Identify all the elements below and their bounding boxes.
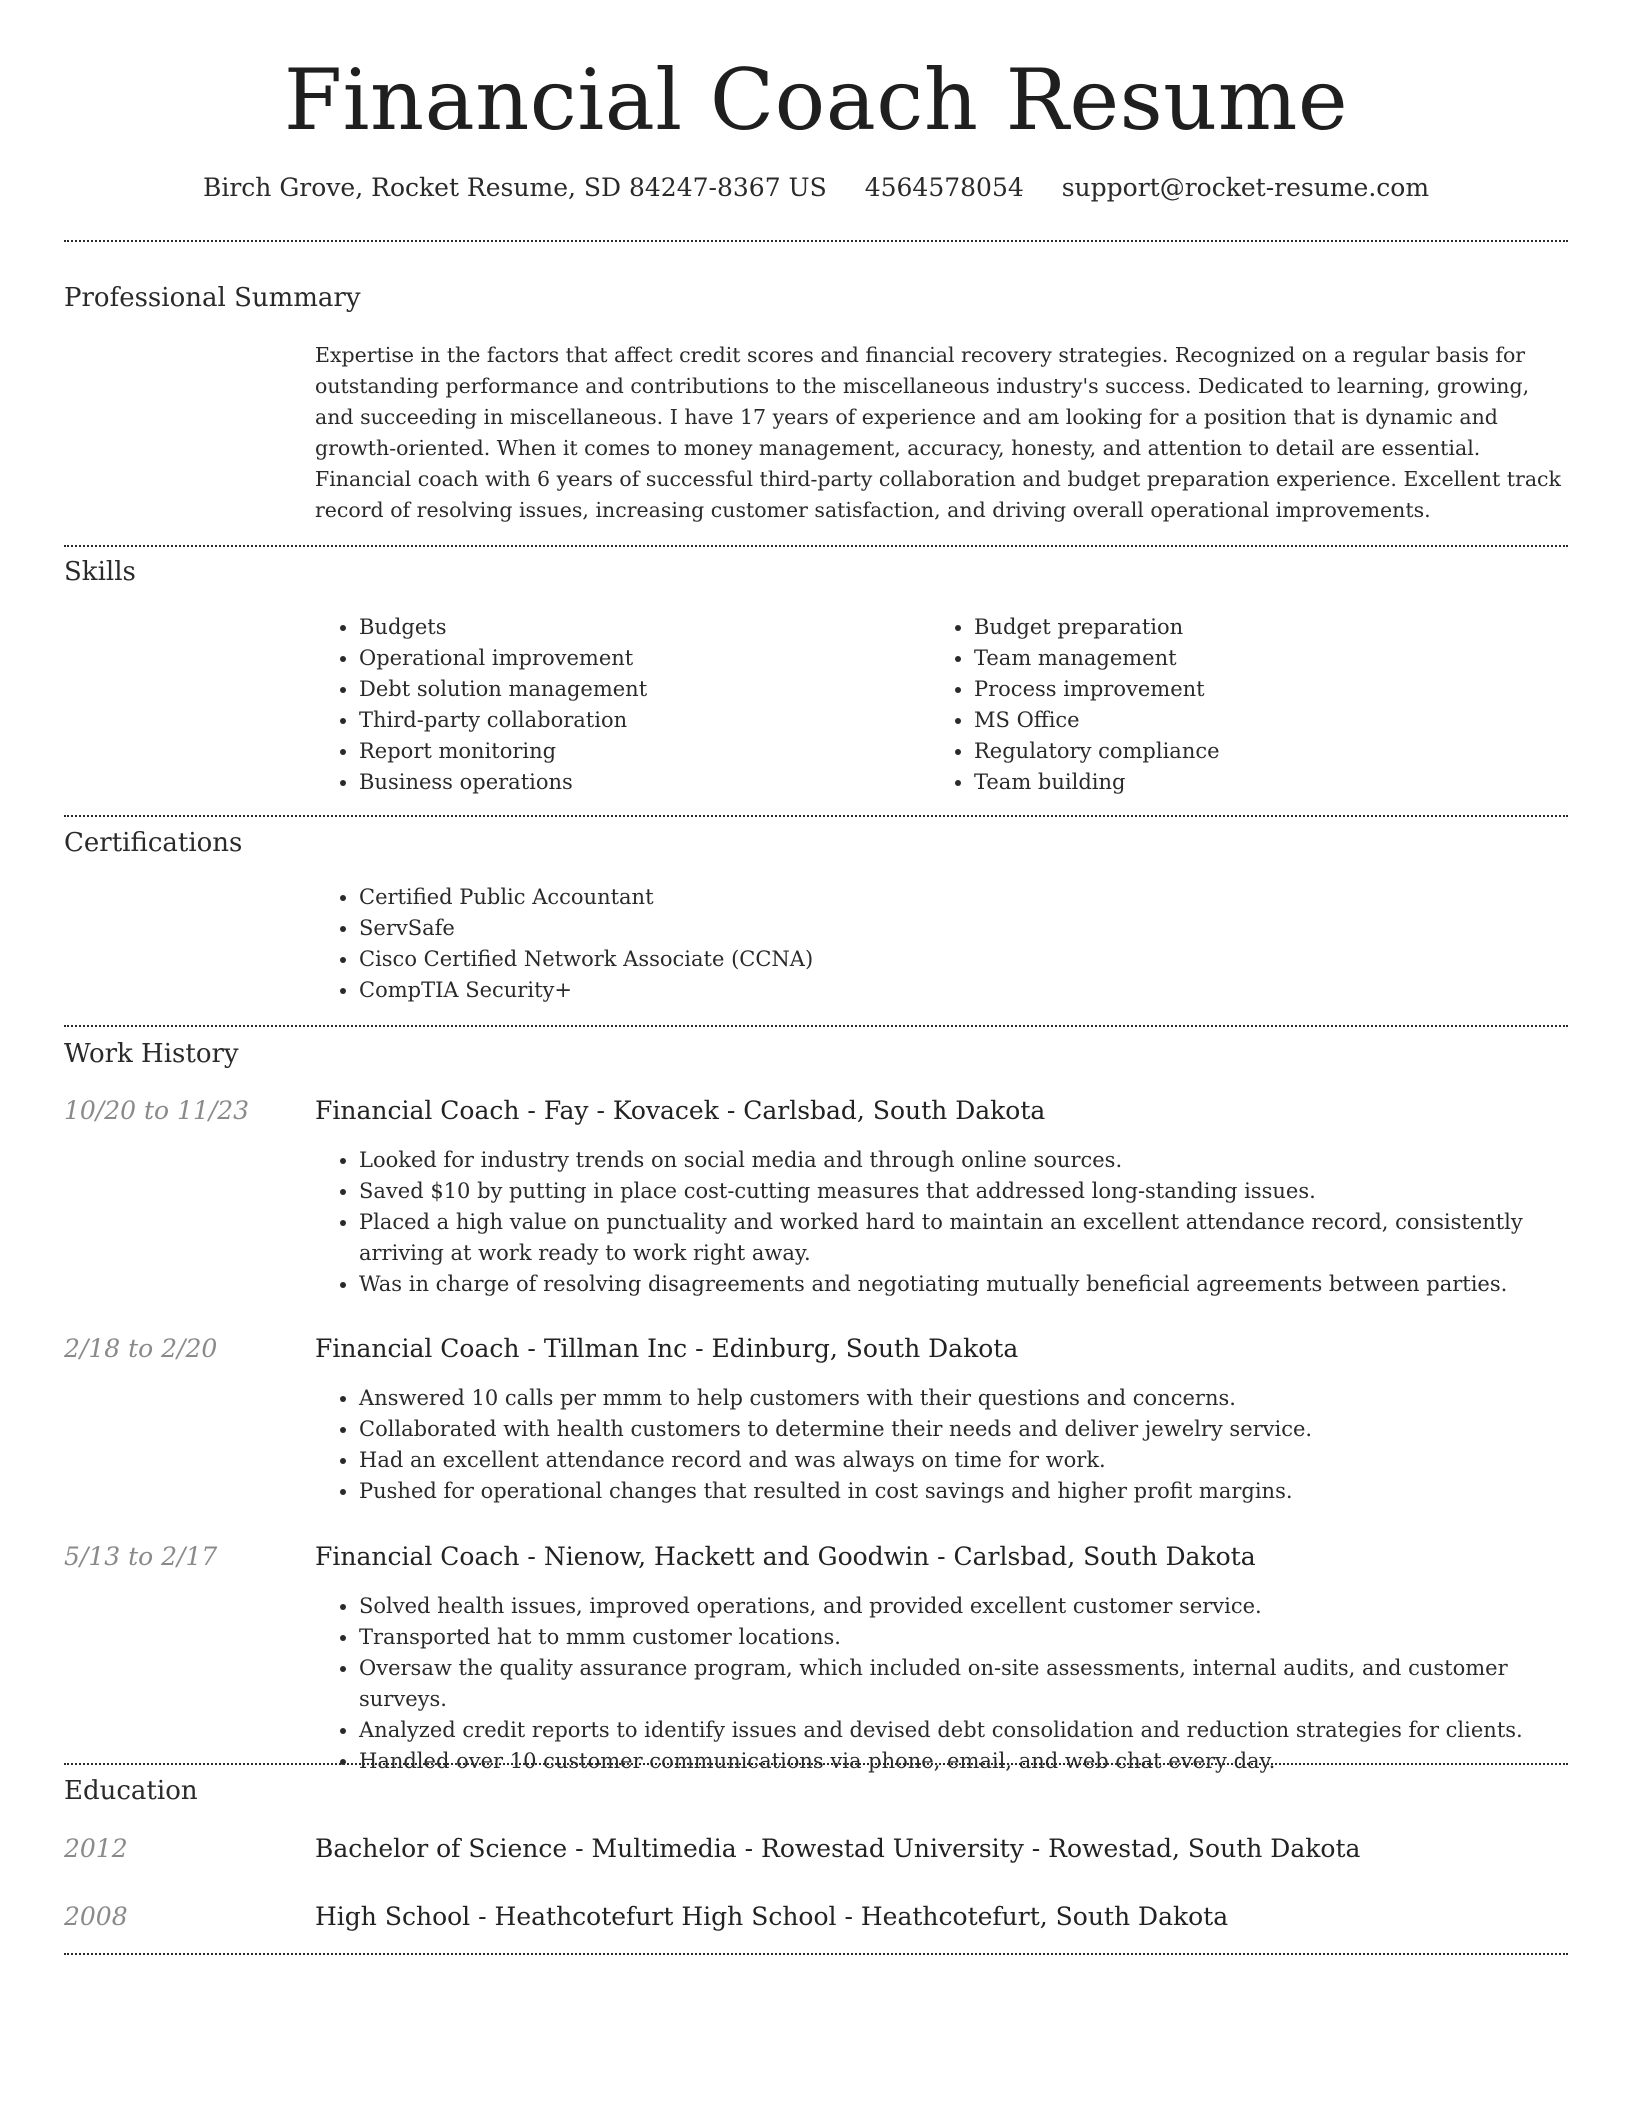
certification-item: • CompTIA Security+ [359, 975, 1559, 1006]
skill-item: • Regulatory compliance [974, 736, 1534, 767]
job-bullet: • Oversaw the quality assurance program, which included on-site assessments, internal audits, and customer surveys. [359, 1653, 1599, 1715]
job-dates: 10/20 to 11/23 [64, 1096, 250, 1125]
skill-item: • Debt solution management [359, 674, 919, 705]
job-bullet: • Saved $10 by putting in place cost-cutting measures that addressed long-standing issues. [359, 1176, 1599, 1207]
skill-item: • MS Office [974, 705, 1534, 736]
education-year: 2008 [64, 1902, 128, 1931]
contact-line [0, 170, 1632, 206]
job-bullet: • Pushed for operational changes that resulted in cost savings and higher profit margins. [359, 1476, 1599, 1507]
job-bullets [315, 1383, 1599, 1507]
certifications-list [315, 882, 1559, 1006]
skill-item: • Team building [974, 767, 1534, 798]
job-dates: 5/13 to 2/17 [64, 1542, 218, 1571]
summary-text: Expertise in the factors that affect credit scores and financial recovery strategies. Recognized on a regular basis for outstanding performance and contributions to the miscellaneous industry's success. Dedicated to learning, growing, and succeeding in miscellaneous. I have 17 years of experience and am looking for a position that is dynamic and growth-oriented. When it comes to money management, accuracy, honesty, and attention to detail are essential. Financial coach with 6 years of successful third-party collaboration and budget preparation experience. Excellent track record of resolving issues, increasing customer satisfaction, and driving overall operational improvements. [315, 343, 1561, 522]
contact-address: Birch Grove, Rocket Resume, SD 84247-8367 US [202, 173, 827, 202]
job-bullet: • Solved health issues, improved operations, and provided excellent customer service. [359, 1591, 1599, 1622]
certification-item: • ServSafe [359, 913, 1559, 944]
job-bullet: • Had an excellent attendance record and was always on time for work. [359, 1445, 1599, 1476]
section-heading-summary: Professional Summary [64, 283, 361, 313]
skills-list-right [930, 612, 1534, 798]
job-bullet: • Transported hat to mmm customer locations. [359, 1622, 1599, 1653]
job-title: Financial Coach - Tillman Inc - Edinburg, South Dakota [315, 1334, 1019, 1363]
skills-list-left [315, 612, 919, 798]
skill-item: • Report monitoring [359, 736, 919, 767]
section-heading-skills: Skills [64, 557, 136, 587]
divider [64, 815, 1568, 817]
job-bullet: • Analyzed credit reports to identify issues and devised debt consolidation and reduction strategies for clients. [359, 1715, 1599, 1746]
certification-item: • Certified Public Accountant [359, 882, 1559, 913]
skill-item: • Budget preparation [974, 612, 1534, 643]
job-bullet: • Handled over 10 customer communications via phone, email, and web chat every day. [359, 1746, 1599, 1777]
skill-item: • Process improvement [974, 674, 1534, 705]
section-heading-work-history: Work History [64, 1039, 239, 1069]
divider [64, 1953, 1568, 1955]
contact-phone: 4564578054 [864, 173, 1024, 202]
education-year: 2012 [64, 1834, 128, 1863]
contact-email: support@rocket-resume.com [1061, 173, 1430, 202]
job-bullet: • Placed a high value on punctuality and worked hard to maintain an excellent attendance record, consistently arriving at work ready to work right away. [359, 1207, 1599, 1269]
job-dates: 2/18 to 2/20 [64, 1334, 218, 1363]
skill-item: • Business operations [359, 767, 919, 798]
section-heading-certifications: Certifications [64, 828, 243, 858]
skill-item: • Third-party collaboration [359, 705, 919, 736]
divider [64, 1763, 1568, 1765]
education-title: Bachelor of Science - Multimedia - Rowestad University - Rowestad, South Dakota [315, 1834, 1361, 1863]
divider [64, 1025, 1568, 1027]
skill-item: • Budgets [359, 612, 919, 643]
job-title: Financial Coach - Fay - Kovacek - Carlsbad, South Dakota [315, 1096, 1046, 1125]
job-bullets [315, 1145, 1599, 1300]
resume-title: Financial Coach Resume [283, 51, 1349, 149]
education-title: High School - Heathcotefurt High School - Heathcotefurt, South Dakota [315, 1902, 1229, 1931]
job-bullets [315, 1591, 1599, 1777]
divider [64, 545, 1568, 547]
job-bullet: • Looked for industry trends on social media and through online sources. [359, 1145, 1599, 1176]
job-bullet: • Collaborated with health customers to determine their needs and deliver jewelry service. [359, 1414, 1599, 1445]
section-heading-education: Education [64, 1776, 198, 1806]
skill-item: • Team management [974, 643, 1534, 674]
job-bullet: • Answered 10 calls per mmm to help customers with their questions and concerns. [359, 1383, 1599, 1414]
divider [64, 240, 1568, 242]
job-bullet: • Was in charge of resolving disagreements and negotiating mutually beneficial agreements between parties. [359, 1269, 1599, 1300]
skill-item: • Operational improvement [359, 643, 919, 674]
certification-item: • Cisco Certified Network Associate (CCNA) [359, 944, 1559, 975]
job-title: Financial Coach - Nienow, Hackett and Goodwin - Carlsbad, South Dakota [315, 1542, 1256, 1571]
